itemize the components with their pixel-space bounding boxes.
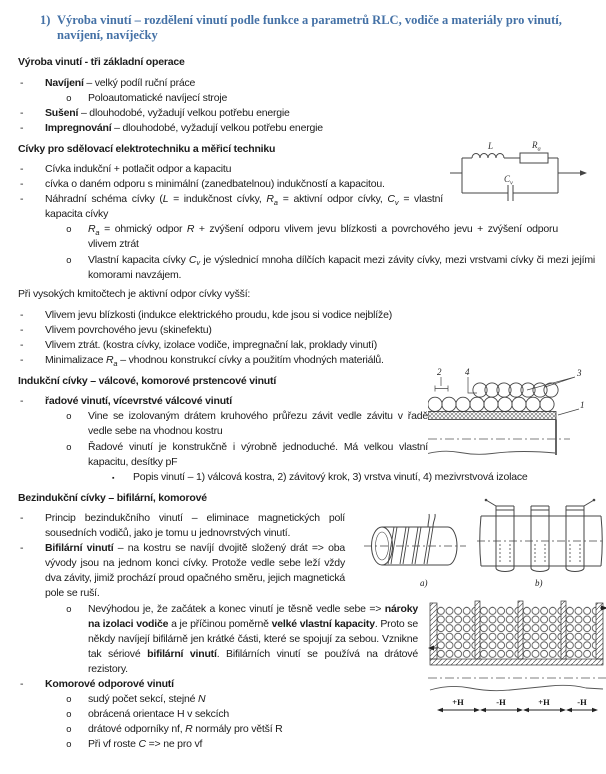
- item-dratove-odporniky: o drátové odporníky nf, R normály pro větší R: [0, 722, 595, 737]
- item-ztraty: - Vlivem ztrát. (kostra cívky, izolace vodiče, impregnační lak, proklady vinutí): [0, 338, 595, 353]
- bullet-dash: -: [20, 354, 24, 367]
- break-line-icon: [430, 685, 603, 690]
- terminal-arrow-icon: [580, 170, 587, 176]
- bullet-dash: -: [20, 76, 24, 89]
- bullet-circle: o: [66, 603, 72, 615]
- bullet-square: ▪: [112, 474, 115, 482]
- bullet-circle: o: [66, 709, 72, 721]
- chamber-winding-b-diagram: [477, 498, 605, 590]
- label-plus-h-2: +H: [538, 697, 550, 707]
- winding-sections-icon: [437, 606, 596, 658]
- bullet-dash: -: [20, 323, 24, 336]
- break-line-icon: [428, 451, 555, 454]
- para-high-freq: Při vysokých kmitočtech je aktivní odpor cívky vyšší:: [18, 287, 251, 300]
- bullet-circle: o: [66, 254, 72, 266]
- bullet-dash: -: [20, 106, 24, 119]
- item-impregnovani: - Impregnování – dlouhodobé, vyžadují velkou potřebu energie: [0, 121, 595, 136]
- item-pri-vf: o Při vf roste C => ne pro vf: [0, 737, 595, 752]
- item-minimalizace: - Minimalizace $R_a$ – vhodnou konstrukcí cívky a použitím vhodných materiálů.: [20, 354, 384, 368]
- item-povrchovy-jev: - Vlivem povrchového jevu (skinefektu): [0, 323, 595, 338]
- bullet-dash: -: [20, 308, 24, 321]
- label-4: 4: [465, 367, 470, 377]
- bullet-dash: -: [20, 395, 24, 408]
- heading-noninductive: Bezindukční cívky – bifilární, komorové: [18, 491, 207, 504]
- item-bifilarni-vinuti: - Bifilární vinutí – na kostru se navíjí dvojitě složený drát => oba vývody jsou na jednom konci cívky. Protože vedle sebe leží vždy dva závity, jimiž prochází proud opačného směru, jejich magnetická pole se ruší.: [20, 542, 346, 600]
- bullet-dash: -: [20, 542, 24, 555]
- item-navijeni: - Navíjení – velký podíl ruční práce: [0, 76, 595, 91]
- label-capacitance: $C_v$: [504, 174, 513, 187]
- heading-coils: Cívky pro sdělovací elektrotechniku a měřicí techniku: [18, 142, 276, 155]
- item-poloautomaticke: o Poloautomatické navíjecí stroje: [0, 91, 595, 106]
- wire-leads-icon: [486, 500, 594, 506]
- bullet-dash: -: [20, 193, 24, 206]
- label-b: b): [535, 578, 543, 588]
- bullet-dash: -: [20, 339, 24, 351]
- item-ra-definice: o $R_a$ = ohmický odpor R + zvýšení odporu vlivem jevu blízkosti a povrchového jevu + zvýšení odporu vlivem ztrát: [66, 223, 558, 251]
- heading-inductive: Indukční cívky – válcové, komorové prstencové vinutí: [18, 375, 277, 388]
- bullet-dash: -: [20, 121, 24, 134]
- resistor-icon: [520, 153, 548, 163]
- bullet-dash: -: [20, 677, 24, 690]
- page-title: [40, 13, 595, 43]
- label-1: 1: [580, 400, 585, 410]
- label-a: a): [420, 578, 428, 588]
- item-vine-se: o Vine se izolovaným drátem kruhového průřezu závit vedle závitu v řadě vedle sebe na vhodnou kostru: [66, 410, 428, 438]
- bullet-circle: o: [66, 441, 72, 453]
- insulation-layer-icon: [428, 412, 556, 420]
- capacitor-icon: [508, 185, 513, 201]
- bullet-circle: o: [66, 694, 72, 706]
- heading-production: Výroba vinutí - tři základní operace: [18, 56, 185, 69]
- chamber-resistive-winding-diagram: [428, 598, 606, 730]
- bullet-dash: -: [20, 162, 24, 175]
- item-vlastni-kapacita: o Vlastní kapacita cívky $C_v$ je výslednicí mnoha dílčích kapacit mezi závity cívky, mezi vrstvami cívky či mezi jejími komorami navzájem.: [66, 253, 596, 281]
- title-text: Výroba vinutí – rozdělení vinutí podle funkce a parametrů RLC, vodiče a materiály pro vinutí, navíjení, navíječky: [57, 13, 562, 43]
- item-sudy-pocet: o sudý počet sekcí, stejné N: [0, 692, 595, 707]
- item-radove-jednoduche: o Řadové vinutí je konstrukčně i výrobně jednoduché. Má velkou vlastní kapacitu, desítky pF: [66, 440, 428, 468]
- item-suseni: - Sušení – dlouhodobé, vyžadují velkou potřebu energie: [0, 106, 595, 121]
- item-jev-blizkosti: - Vlivem jevu blízkosti (indukce elektrického proudu, kde jsou si vodice nejblíže): [0, 308, 595, 323]
- equivalent-circuit-diagram: [448, 138, 606, 218]
- base-insulation-icon: [430, 659, 603, 665]
- bullet-dash: -: [20, 178, 24, 191]
- item-nahradni-schema: - Náhradní schéma cívky (L = indukčnost cívky, $R_a$ = aktivní odpor cívky, $C_v$ = vlastní kapacita cívky: [20, 193, 443, 221]
- bullet-circle: o: [66, 411, 72, 423]
- item-komorove: - Komorové odporové vinutí: [0, 677, 595, 692]
- bullet-circle: o: [66, 724, 72, 736]
- label-plus-h-1: +H: [452, 697, 464, 707]
- item-civka-indukcni: - Cívka indukční + potlačit odpor a kapacitu: [0, 162, 595, 177]
- bullet-circle: o: [66, 739, 72, 751]
- item-obracena-orientace: o obrácená orientace H v sekcích: [0, 707, 595, 722]
- bifilar-winding-a-diagram: [362, 502, 474, 590]
- bullet-dash: -: [20, 511, 24, 524]
- wire-leads-icon: [428, 514, 435, 527]
- inductor-icon: [472, 154, 504, 159]
- bifilar-turns-icon: [388, 527, 433, 564]
- bullet-circle: o: [66, 92, 72, 104]
- item-civka-odpor: - cívka o daném odporu s minimální (zanedbatelnou) indukčností a kapacitou.: [0, 177, 595, 192]
- item-popis-vinuti: ▪ Popis vinutí – 1) válcová kostra, 2) závitový krok, 3) vrstva vinutí, 4) mezivrstvová izolace: [0, 470, 595, 485]
- layer-winding-diagram: [428, 366, 606, 462]
- item-radove-vinuti: - řadové vinutí, vícevrstvé válcové vinutí: [0, 394, 595, 409]
- title-number: 1): [40, 13, 51, 27]
- item-nevyhoda: o Nevýhodou je, že začátek a konec vinutí je těsně vedle sebe => nároky na izolaci vodiče a je příčinou poměrně velké vlastní kapacity. Proto se někdy navíjejí bifilárně jen krátké části, které se spojují za sebou. Vznikne tak sériové bifilární vinutí. Bifilárních vinutí se používá na drátové rezistory.: [66, 602, 418, 675]
- label-inductance: L: [488, 141, 494, 151]
- label-minus-h-2: -H: [577, 697, 587, 707]
- bullet-circle: o: [66, 224, 72, 236]
- label-resistance: $R_a$: [532, 140, 541, 153]
- label-2: 2: [437, 367, 442, 377]
- label-minus-h-1: -H: [496, 697, 506, 707]
- item-princip-bezindukcni: - Princip bezindukčního vinutí – eliminace magnetických polí sousedních vodičů, jako je tomu u jednovrstvých vinutí.: [20, 511, 345, 540]
- label-3: 3: [577, 368, 582, 378]
